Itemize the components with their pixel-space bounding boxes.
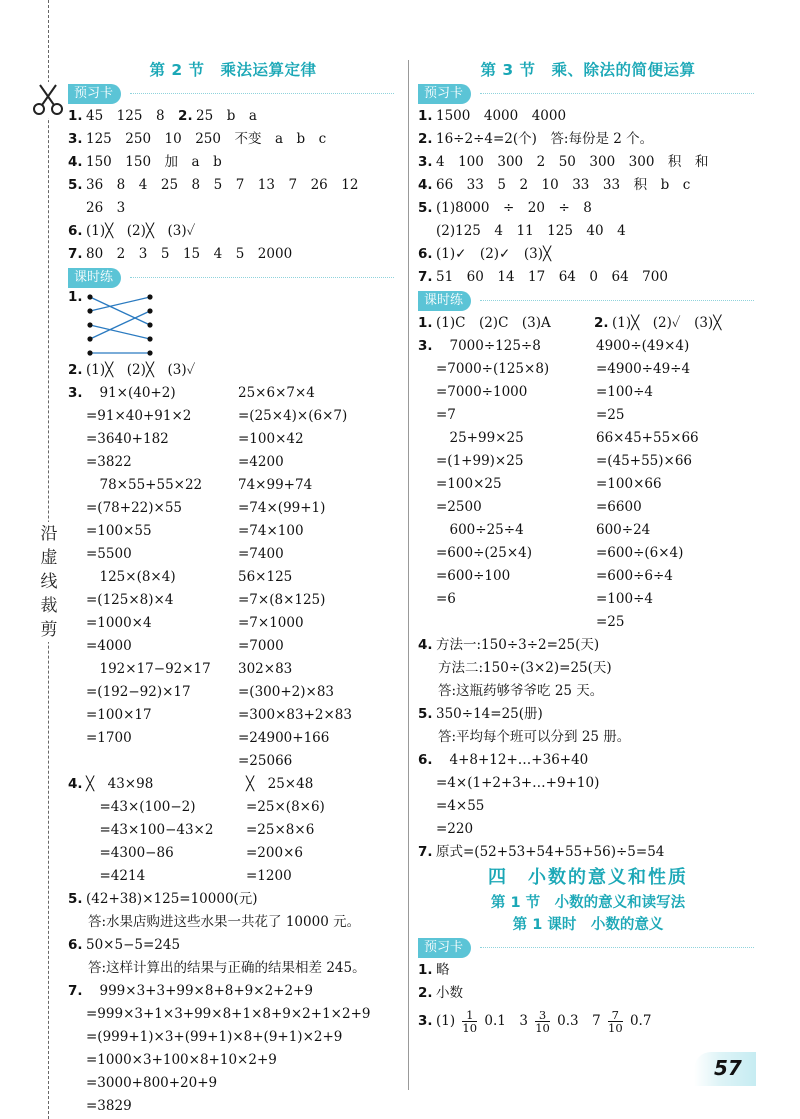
- column-divider: [408, 60, 409, 1090]
- calc-line: =4300−86 =200×6: [86, 845, 303, 861]
- calc-line: =1700 =24900+166: [86, 730, 330, 746]
- calc-line: =(999+1)×3+(99+1)×8+(9+1)×2+9: [86, 1029, 343, 1045]
- answer-line: 7. 51 60 14 17 64 0 64 700: [418, 269, 668, 285]
- calc-line: =600÷100 =600÷6÷4: [436, 568, 673, 584]
- chapter-title: 四 小数的意义和性质: [488, 867, 688, 888]
- calc-line: =7000÷1000 =100÷4: [436, 384, 653, 400]
- answer-line: 7. 80 2 3 5 15 4 5 2000: [68, 246, 293, 262]
- calc-line: 78×55+55×22 74×99+74: [86, 477, 313, 493]
- calc-line: 7. 999×3+3+99×8+8+9×2+2+9: [68, 983, 313, 999]
- answer-line: 答:平均每个班可以分到 25 册。: [438, 729, 631, 745]
- section-title: 第 3 节 乘、除法的简便运算: [480, 61, 696, 79]
- calc-block: [68, 980, 398, 1118]
- answer-line: 6. 50×5−5=245: [68, 937, 181, 953]
- answer-line: 2. (1)╳ (2)╳ (3)✓: [68, 362, 196, 378]
- calc-line: =600÷(25×4) =600÷(6×4): [436, 545, 684, 561]
- calc-line: 6. 4+8+12+…+36+40: [418, 752, 589, 768]
- page-number: 57: [714, 1056, 742, 1080]
- preview-card-tag: 预习卡: [418, 938, 471, 958]
- scissors-icon: [30, 82, 66, 118]
- answer-line: 1. 1500 4000 4000: [418, 108, 567, 124]
- answer-line: 3. 125 250 10 250 不变 a b c: [68, 131, 327, 147]
- calc-block: [418, 335, 758, 634]
- calc-line: =(78+22)×55 =74×(99+1): [86, 500, 326, 516]
- calc-line: =43×100−43×2 =25×8×6: [86, 822, 315, 838]
- calc-line: =(125×8)×4 =7×(8×125): [86, 592, 326, 608]
- calc-line: =25066: [238, 753, 293, 769]
- cut-instruction: 沿 虚 线 裁 剪: [37, 522, 61, 642]
- calc-line: =100×55 =74×100: [86, 523, 304, 539]
- calc-line: =3640+182 =100×42: [86, 431, 304, 447]
- calc-line: =4×(1+2+3+…+9+10): [436, 775, 600, 791]
- answer-line: 1. 略: [418, 962, 450, 978]
- calc-line: =3000+800+20+9: [86, 1075, 218, 1091]
- fraction: $\frac{7}{10}$: [608, 1008, 623, 1035]
- practice-header: [68, 266, 398, 289]
- calc-line: 3. 91×(40+2) 25×6×7×4: [68, 385, 315, 401]
- calc-line: 25+99×25 66×45+55×66: [436, 430, 699, 446]
- calc-line: =4000 =7000: [86, 638, 284, 654]
- section-title: 第 2 节 乘法运算定律: [149, 61, 317, 79]
- calc-block: [68, 773, 398, 888]
- practice-tag: 课时练: [418, 291, 471, 311]
- answer-line: 6. (1)✓ (2)✓ (3)╳: [418, 246, 552, 262]
- calc-block: [68, 382, 398, 773]
- calc-line: 125×(8×4) 56×125: [86, 569, 293, 585]
- answer-line: 5. 350÷14=25(册): [418, 706, 543, 722]
- calc-line: =3822 =4200: [86, 454, 284, 470]
- calc-line: =6 =100÷4: [436, 591, 653, 607]
- answer-line: 方法二:150÷(3×2)=25(天): [438, 660, 612, 676]
- calc-line: =(192−92)×17 =(300+2)×83: [86, 684, 335, 700]
- practice-header: [418, 289, 758, 312]
- fraction-answer-line: 3. (1) $\frac{1}{10}$ 0.1 3 $\frac{3}{10}$ 0.3 7 $\frac{7}{10}$ 0.7: [418, 1008, 652, 1035]
- preview-card-header: [418, 936, 758, 959]
- answer-line: 答:这瓶药够爷爷吃 25 天。: [438, 683, 604, 699]
- answer-line: 5. 36 8 4 25 8 5 7 13 7 26 12: [68, 177, 359, 193]
- answer-line: 1. 45 125 8 2. 25 b a: [68, 108, 257, 124]
- calc-line: =7 =25: [436, 407, 625, 423]
- calc-line: =1000×3+100×8+10×2+9: [86, 1052, 277, 1068]
- calc-line: =3829: [86, 1098, 132, 1114]
- lesson-subtitle: 第 1 课时 小数的意义: [512, 917, 664, 933]
- calc-line: 600÷25÷4 600÷24: [436, 522, 651, 538]
- right-column: [418, 58, 758, 1037]
- preview-card-tag: 预习卡: [418, 84, 471, 104]
- calc-block: [418, 749, 758, 841]
- calc-line: =5500 =7400: [86, 546, 284, 562]
- calc-line: =7000÷(125×8) =4900÷49÷4: [436, 361, 691, 377]
- matching-lines: [84, 291, 164, 359]
- calc-line: 3. 7000÷125÷8 4900÷(49×4): [418, 338, 690, 354]
- left-column: [68, 58, 398, 1118]
- calc-line: =4214 =1200: [86, 868, 292, 884]
- calc-line: 192×17−92×17 302×83: [86, 661, 293, 677]
- calc-line: =100×25 =100×66: [436, 476, 662, 492]
- answer-line: 4. 150 150 加 a b: [68, 154, 222, 170]
- practice-tag: 课时练: [68, 268, 121, 288]
- fraction: $\frac{1}{10}$: [462, 1008, 478, 1035]
- answer-line: 4. 66 33 5 2 10 33 33 积 b c: [418, 177, 691, 193]
- section-subtitle: 第 1 节 小数的意义和读写法: [490, 895, 686, 911]
- calc-line: =220: [436, 821, 474, 837]
- calc-line: =999×3+1×3+99×8+1×8+9×2+1×2+9: [86, 1006, 371, 1022]
- answer-line: 5. (42+38)×125=10000(元): [68, 891, 258, 907]
- answer-line: 4. 方法一:150÷3÷2=25(天): [418, 637, 600, 653]
- calc-line: =91×40+91×2 =(25×4)×(6×7): [86, 408, 348, 424]
- fraction: $\frac{3}{10}$: [535, 1008, 550, 1035]
- calc-line: =(1+99)×25 =(45+55)×66: [436, 453, 693, 469]
- calc-line: =25: [596, 614, 625, 630]
- answer-line: 7. 原式=(52+53+54+55+56)÷5=54: [418, 844, 665, 860]
- answer-line: 2. 16÷2÷4=2(个) 答:每份是 2 个。: [418, 131, 654, 147]
- answer-line: 3. 4 100 300 2 50 300 300 积 和: [418, 154, 709, 170]
- answer-line: 6. (1)╳ (2)╳ (3)✓: [68, 223, 196, 239]
- answer-line: 2. 小数: [418, 985, 463, 1001]
- calc-line: 4. ╳ 43×98 ╳ 25×48: [68, 776, 314, 792]
- preview-card-header: [68, 82, 398, 105]
- preview-card-tag: 预习卡: [68, 84, 121, 104]
- calc-line: =2500 =6600: [436, 499, 642, 515]
- calc-line: =4×55: [436, 798, 485, 814]
- matching-question: 1.: [68, 289, 398, 359]
- answer-line: 答:水果店购进这些水果一共花了 10000 元。: [88, 914, 361, 930]
- answer-line: 5. (1)8000 ÷ 20 ÷ 8: [418, 200, 592, 216]
- answer-line: 答:这样计算出的结果与正确的结果相差 245。: [88, 960, 366, 976]
- calc-line: =43×(100−2) =25×(8×6): [86, 799, 325, 815]
- preview-card-header: [418, 82, 758, 105]
- answer-line: 26 3: [86, 200, 126, 216]
- answer-line: (2)125 4 11 125 40 4: [436, 223, 626, 239]
- answer-line: 1. (1)C (2)C (3)A 2. (1)╳ (2)✓ (3)╳: [418, 315, 722, 331]
- calc-line: =100×17 =300×83+2×83: [86, 707, 352, 723]
- calc-line: =1000×4 =7×1000: [86, 615, 304, 631]
